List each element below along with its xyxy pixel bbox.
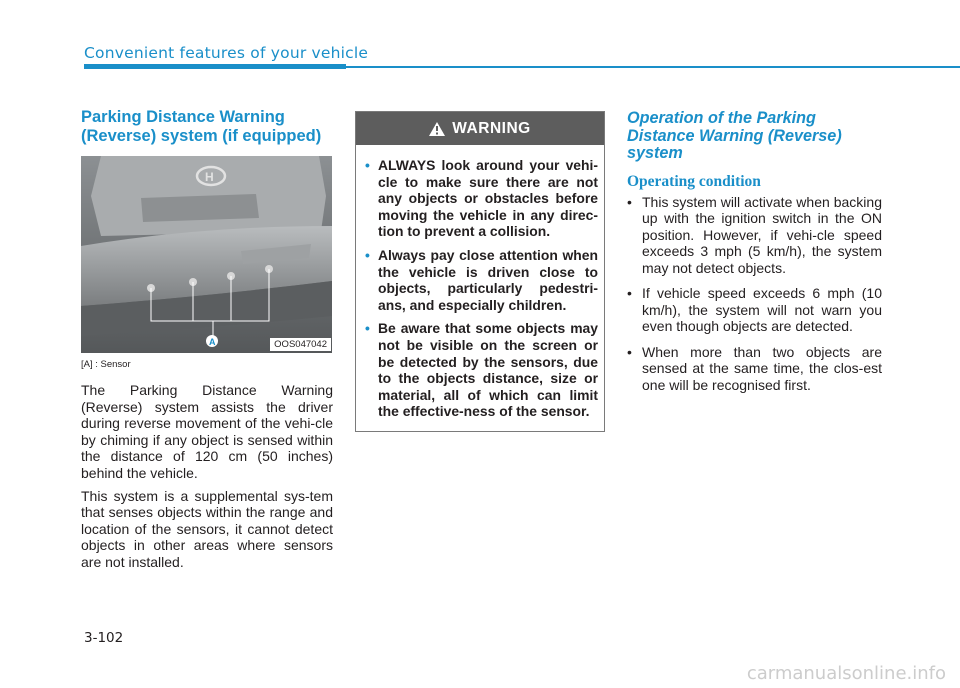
figure-caption: [A] : Sensor (81, 359, 131, 370)
car-rear-illustration (81, 156, 332, 353)
condition-item: • If vehicle speed exceeds 6 mph (10 km/h), the system will not warn you even though objects are detected. (627, 285, 882, 334)
section-title-line1: Parking Distance Warning (81, 108, 285, 126)
right-column (627, 110, 882, 402)
bullet-icon: • (365, 157, 370, 173)
rear-bumper-figure (81, 156, 332, 353)
warning-box (355, 111, 605, 432)
intro-paragraph: The Parking Distance Warning (Reverse) system assists the driver during reverse movement of the vehi-cle by chiming if any object is sensed within the distance of 120 cm (50 inches) behind the vehicle. (81, 382, 333, 481)
condition-title: Operating condition (627, 172, 761, 190)
condition-item: • This system will activate when backing up with the ignition switch in the ON position. However, if vehi-cle speed exceeds 3 mph (5 km/h), the system may not detect objects. (627, 193, 882, 276)
bullet-icon: • (627, 285, 632, 301)
warning-item: • ALWAYS look around your vehi-cle to make sure there are not any objects or obstacles before moving the vehicle in any direc-tion to prevent a collision. (365, 157, 598, 240)
svg-text:H: H (205, 170, 214, 184)
intro-paragraph: This system is a supplemental sys-tem that senses objects within the range and location of the sensors, it cannot detect objects in other areas where sensors are not installed. (81, 487, 333, 570)
figure-marker-label: A (209, 337, 216, 347)
watermark: carmanualsonline.info (746, 663, 946, 684)
warning-list (356, 145, 604, 420)
bullet-icon: • (627, 343, 632, 360)
page-number: 3-102 (84, 630, 124, 646)
section-title (81, 108, 333, 146)
warning-title: WARNING (452, 119, 531, 137)
section-title-line2: (Reverse) system (if equipped) (81, 127, 322, 145)
chapter-title: Convenient features of your vehicle (84, 44, 369, 62)
bullet-icon: • (627, 193, 632, 210)
warning-header (356, 112, 604, 145)
warning-triangle-icon (429, 122, 445, 136)
warning-item: • Be aware that some objects may not be visible on the screen or be detected by the sensors, due to the objects distance, size or material, all of which can limit the effective-ness of the sensor. (365, 320, 598, 420)
header-accent-bar (84, 64, 346, 69)
bullet-icon: • (365, 246, 370, 263)
header-rule (346, 66, 960, 68)
condition-item: • When more than two objects are sensed at the same time, the clos-est one will be recognised first. (627, 343, 882, 393)
bullet-icon: • (365, 320, 370, 337)
left-column (81, 108, 333, 577)
figure-code: OOS047042 (270, 338, 331, 351)
operation-title: Operation of the Parking Distance Warning (Reverse) system (627, 109, 842, 162)
condition-list (627, 194, 882, 394)
warning-item: • Always pay close attention when the vehicle is driven close to objects, particularly pedestri-ans, and especially children. (365, 246, 598, 313)
